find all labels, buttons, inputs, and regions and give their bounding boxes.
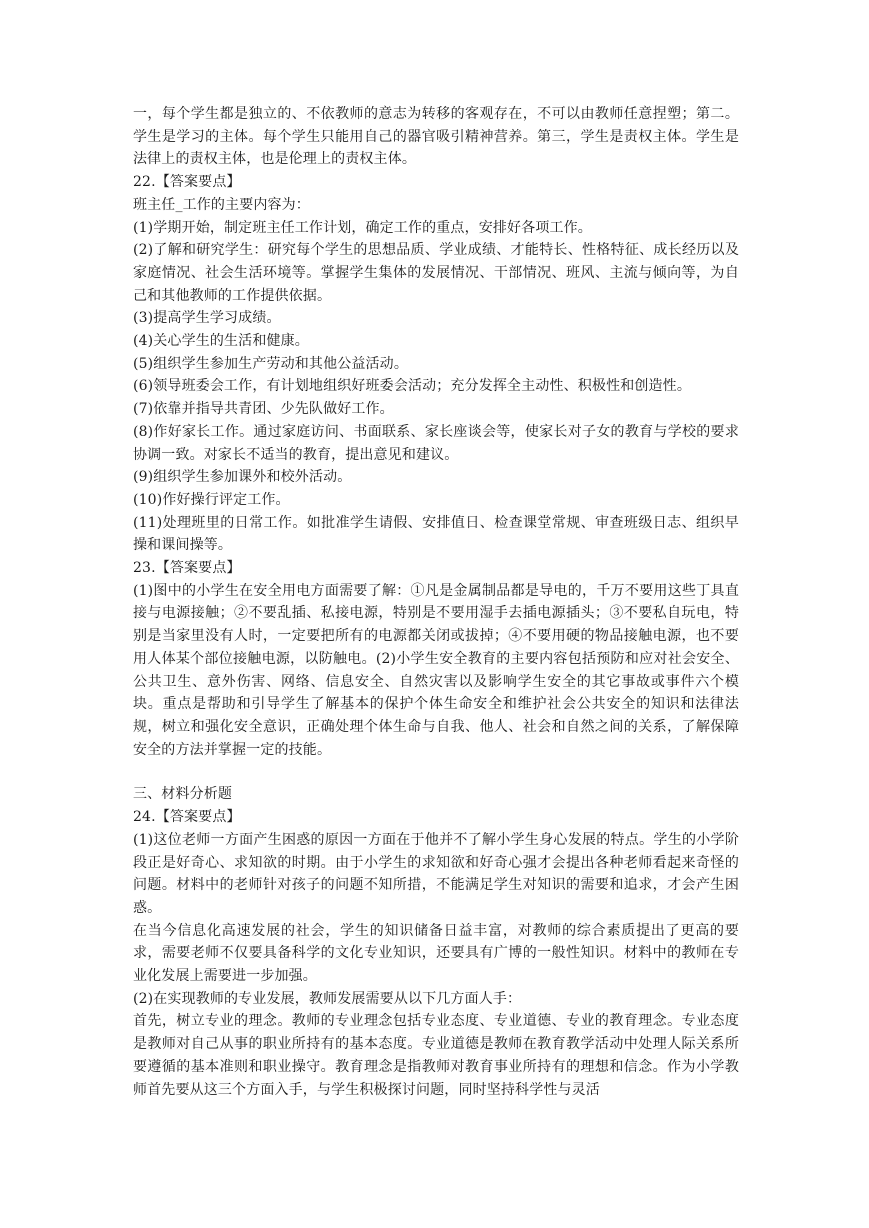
list-item: (11)处理班里的日常工作。如批准学生请假、安排值日、检查课堂常规、审查班级日志、组织早操和课间操等。	[133, 514, 739, 554]
paragraph: 在当今信息化高速发展的社会，学生的知识储备日益丰富，对教师的综合素质提出了更高的要求，需要老师不仅要具备科学的文化专业知识，还要具有广博的一般性知识。材料中的教师在专业化发展上需要进一步加强。	[133, 922, 739, 985]
document-page	[133, 103, 739, 1101]
paragraph: 班主任_工作的主要内容为：	[133, 196, 310, 213]
answer-heading-24: 24.【答案要点】	[133, 809, 241, 826]
list-item: (4)关心学生的生活和健康。	[133, 333, 309, 350]
list-item: (7)依靠并指导共青团、少先队做好工作。	[133, 401, 394, 418]
paragraph: 一，每个学生都是独立的、不依教师的意志为转移的客观存在，不可以由教师任意捏塑；第二。学生是学习的主体。每个学生只能用自己的器官吸引精神营养。第三，学生是责权主体。学生是法律上的责权主体，也是伦理上的责权主体。	[133, 106, 739, 168]
section-heading: 三、材料分析题	[133, 786, 233, 803]
list-item: (5)组织学生参加生产劳动和其他公益活动。	[133, 355, 408, 372]
list-item: (9)组织学生参加课外和校外活动。	[133, 469, 352, 486]
list-item: (6)领导班委会工作，有计划地组织好班委会活动；充分发挥全主动性、积极性和创造性。	[133, 378, 691, 395]
list-item: (2)了解和研究学生：研究每个学生的思想品质、学业成绩、才能特长、性格特征、成长经历以及家庭情况、社会生活环境等。掌握学生集体的发展情况、干部情况、班风、主流与倾向等，为自己和其他教师的工作提供依据。	[133, 242, 739, 304]
paragraph: (1)图中的小学生在安全用电方面需要了解：①凡是金属制品都是导电的，千万不要用这些丁具直接与电源接触；②不要乱插、私接电源，特别是不要用湿手去插电源插头；③不要私自玩电，特别是当家里没有人时，一定要把所有的电源都关闭或拔掉；④不要用硬的物品接触电源，也不要用人体某个部位接触电源，以防触电。(2)小学生安全教育的主要内容包括预防和应对社会安全、公共卫生、意外伤害、网络、信息安全、自然灾害以及影响学生安全的其它事故或事件六个模块。重点是帮助和引导学生了解基本的保护个体生命安全和维护社会公共安全的知识和法律法规，树立和强化安全意识，正确处理个体生命与自我、他人、社会和自然之间的关系，了解保障安全的方法并掌握一定的技能。	[133, 582, 739, 758]
paragraph: (1)这位老师一方面产生困惑的原因一方面在于他并不了解小学生身心发展的特点。学生的小学阶段正是好奇心、求知欲的时期。由于小学生的求知欲和好奇心强才会提出各种老师看起来奇怪的问题。材料中的老师针对孩子的问题不知所措，不能满足学生对知识的需要和追求，才会产生困惑。	[133, 831, 739, 916]
answer-heading-22: 22.【答案要点】	[133, 174, 241, 191]
answer-heading-23: 23.【答案要点】	[133, 560, 241, 577]
list-item: (1)学期开始，制定班主任工作计划，确定工作的重点，安排好各项工作。	[133, 219, 592, 236]
list-item: (3)提高学生学习成绩。	[133, 310, 281, 327]
paragraph: (2)在实现教师的专业发展，教师发展需要从以下几方面人手：	[133, 990, 522, 1007]
list-item: (8)作好家长工作。通过家庭访问、书面联系、家长座谈会等，使家长对子女的教育与学校的要求协调一致。对家长不适当的教育，提出意见和建议。	[133, 423, 739, 463]
paragraph: 首先，树立专业的理念。教师的专业理念包括专业态度、专业道德、专业的教育理念。专业态度是教师对自己从事的职业所持有的基本态度。专业道德是教师在教育教学活动中处理人际关系所要遵循的基本准则和职业操守。教育理念是指教师对教育事业所持有的理想和信念。作为小学教师首先要从这三个方面入手，与学生积极探讨问题，同时坚持科学性与灵活	[133, 1013, 739, 1098]
list-item: (10)作好操行评定工作。	[133, 491, 290, 508]
